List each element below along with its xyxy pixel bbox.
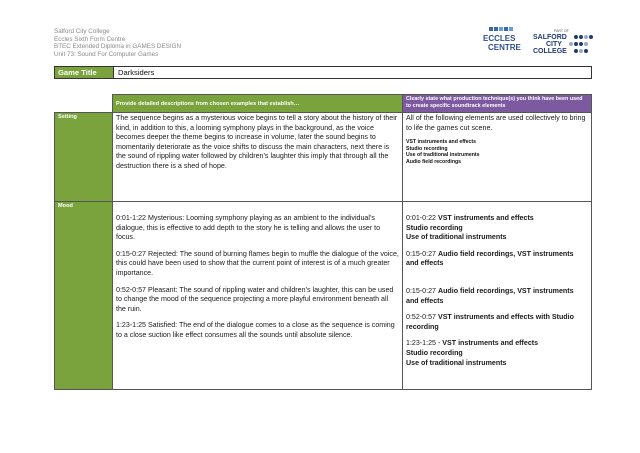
setting-technique (403, 113, 592, 202)
header-line: BTEC Extended Diploma in GAMES DESIGN (54, 43, 182, 51)
game-title-label: Game Title (55, 67, 113, 78)
mood-entry: 0:15-0:27 Rejected: The sound of burning flames begin to muffle the dialogue of the voice, this could have been used to show that the current point of interest is of a much greater importance. (116, 249, 399, 277)
svg-text:COLLEGE: COLLEGE (533, 48, 567, 55)
header-line: Salford City College (54, 28, 110, 35)
technique-item: VST instruments and effects (406, 139, 477, 146)
technique-item: Studio recording (406, 145, 448, 152)
technique-time: 0:15-0:27 (406, 249, 436, 258)
svg-text:CENTRE: CENTRE (488, 43, 521, 52)
mood-label: Mood (55, 202, 113, 390)
logos (480, 26, 600, 56)
technique-extra: Use of traditional instruments (406, 358, 507, 367)
game-title-value: Darksiders (113, 67, 591, 78)
analysis-table (54, 94, 592, 390)
mood-entry: 1:23-1:25 Satisfied: The end of the dialogue comes to a close as the sequence is coming to a close suction like effect consumes all the sounds until absolute silence. (116, 321, 395, 339)
mood-technique (406, 214, 588, 243)
mood-row (55, 202, 592, 390)
setting-technique-intro: All of the following elements are used collectively to bring to life the games cut scene. (406, 114, 586, 132)
technique-text: VST instruments and effects with Studio recording (406, 313, 574, 331)
svg-text:SALFORD: SALFORD (533, 34, 567, 41)
mood-technique (406, 287, 588, 306)
technique-item: Audio field recordings (406, 158, 462, 165)
description-column-header: Provide detailed descriptions from chosen examples that establish… (113, 95, 403, 113)
mood-description (113, 202, 403, 390)
header-line: Unit 73: Sound For Computer Games (54, 50, 159, 58)
table-header-row (55, 95, 592, 113)
technique-text: Audio field recordings, VST instruments and effects (406, 249, 574, 268)
svg-text:PART OF: PART OF (554, 29, 569, 33)
svg-text:CITY: CITY (546, 41, 562, 48)
mood-entry: 0:01-1:22 Mysterious: Looming symphony playing as an ambient to the individual’s dialogue, this is effective to add depth to the story he is telling and allows the user to focus. (116, 214, 381, 242)
technique-time: 0:52-0:57 (406, 313, 436, 322)
technique-extra: Use of traditional instruments (406, 233, 507, 242)
document-header (54, 28, 181, 58)
technique-text: VST instruments and effects (442, 339, 539, 348)
mood-entry: 0:52-0:57 Pleasant: The sound of rippling water and children’s laughter, this can be used to change the mood of the sequence projecting a more playful environment beneath all the ruin. (116, 285, 394, 313)
technique-item: Use of traditional instruments (406, 152, 480, 159)
header-line: Eccles Sixth Form Centre (54, 35, 126, 43)
mood-technique (406, 339, 588, 368)
mood-technique (406, 313, 588, 332)
technique-time: 0:15-0:27 (406, 286, 436, 295)
mood-technique (406, 250, 588, 269)
svg-text:ECCLES: ECCLES (483, 34, 516, 43)
technique-time: 1:23-1:25 - (406, 339, 441, 348)
technique-text: VST instruments and effects (437, 214, 534, 222)
empty-cell (55, 95, 113, 113)
technique-time: 0:01-0:22 (406, 214, 436, 222)
eccles-centre-logo (480, 26, 522, 56)
technique-text: Audio field recordings, VST instruments and effects (406, 286, 574, 305)
setting-row (55, 113, 592, 202)
technique-column-header: Clearly state what production technique(s) you think have been used to create specific soundtrack elements (403, 95, 592, 113)
setting-description: The sequence begins as a mysterious voice begins to tell a story about the history of their kind, in addition to this, a looming symphony plays in the background, as the voice becomes deeper the theme begins to increase in volume, later the sound begins to momentarily deteriorate as the voice shifts to discuss the main characters, next there is the sound of rippling water followed by children’s laughter this imply that through all the destruction there is a shed of hope. (113, 113, 403, 202)
setting-label: Setting (55, 113, 113, 202)
technique-extra: Studio recording (406, 223, 463, 232)
technique-extra: Studio recording (406, 348, 463, 357)
mood-techniques (403, 202, 592, 390)
salford-city-college-logo (532, 28, 602, 56)
game-title-row (54, 66, 592, 79)
